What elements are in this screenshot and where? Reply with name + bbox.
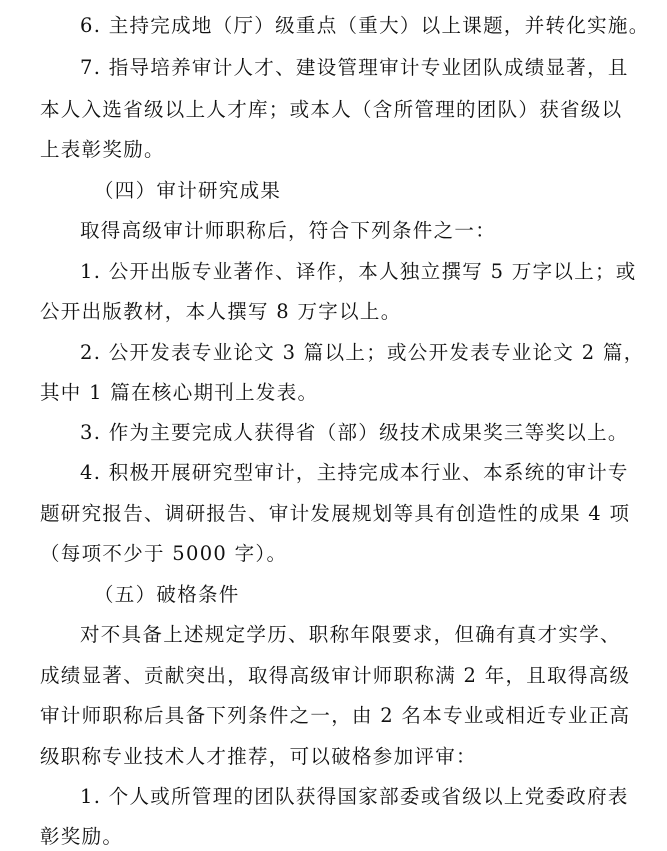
section-4-item-4-line-3: （每项不少于 5000 字）。 xyxy=(40,542,288,565)
section-4-intro: 取得高级审计师职称后，符合下列条件之一： xyxy=(80,219,497,242)
item-7-line-1: 7. 指导培养审计人才、建设管理审计专业团队成绩显著，且 xyxy=(80,56,629,79)
section-5-item-1-line-1: 1. 个人或所管理的团队获得国家部委或省级以上党委政府表 xyxy=(80,785,629,808)
section-4-item-2-line-2: 其中 1 篇在核心期刊上发表。 xyxy=(40,381,319,404)
section-5-intro-line-3: 审计师职称后具备下列条件之一，由 2 名本专业或相近专业正高 xyxy=(40,704,631,727)
section-5-intro-line-2: 成绩显著、贡献突出，取得高级审计师职称满 2 年，且取得高级 xyxy=(40,664,631,687)
section-4-item-4-line-2: 题研究报告、调研报告、审计发展规划等具有创造性的成果 4 项 xyxy=(40,502,631,525)
section-5-intro-line-1: 对不具备上述规定学历、职称年限要求，但确有真才实学、 xyxy=(80,623,621,646)
section-5-heading: （五）破格条件 xyxy=(94,583,240,606)
section-4-item-3: 3. 作为主要完成人获得省（部）级技术成果奖三等奖以上。 xyxy=(80,421,629,444)
section-4-item-4-line-1: 4. 积极开展研究型审计，主持完成本行业、本系统的审计专 xyxy=(80,461,629,484)
item-7-line-2: 本人入选省级以上人才库；或本人（含所管理的团队）获省级以 xyxy=(40,98,623,121)
section-5-item-1-line-2: 彰奖励。 xyxy=(40,825,124,848)
section-4-item-1-line-1: 1. 公开出版专业著作、译作，本人独立撰写 5 万字以上；或 xyxy=(80,260,637,283)
section-4-item-1-line-2: 公开出版教材，本人撰写 8 万字以上。 xyxy=(40,300,402,323)
section-4-heading: （四）审计研究成果 xyxy=(94,179,282,202)
section-4-item-2-line-1: 2. 公开发表专业论文 3 篇以上；或公开发表专业论文 2 篇， xyxy=(80,341,645,364)
item-6: 6. 主持完成地（厅）级重点（重大）以上课题，并转化实施。 xyxy=(80,14,650,37)
section-5-intro-line-4: 级职称专业技术人才推荐，可以破格参加评审： xyxy=(40,745,477,768)
item-7-line-3: 上表彰奖励。 xyxy=(40,138,165,161)
